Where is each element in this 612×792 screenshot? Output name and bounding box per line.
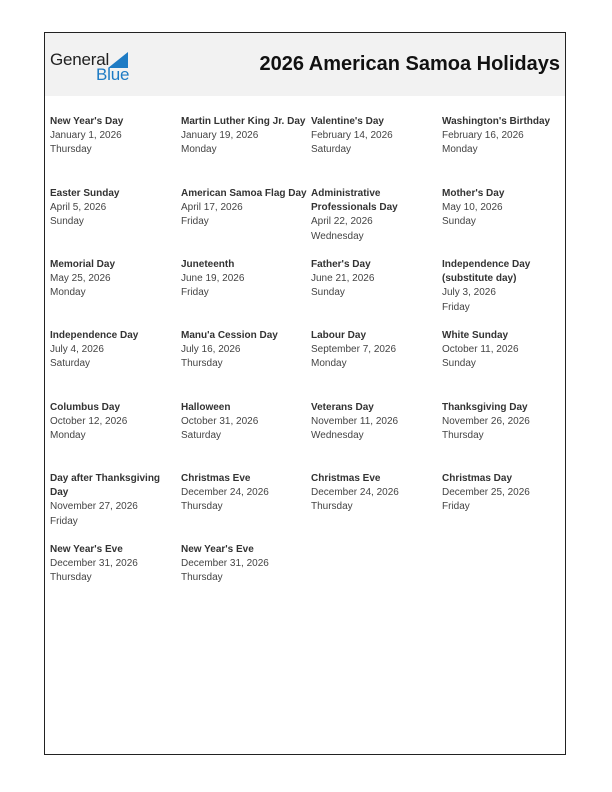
holiday-weekday: Monday <box>50 287 86 299</box>
holiday-item <box>442 258 568 315</box>
holiday-date: October 31, 2026 <box>181 416 259 428</box>
holiday-date: November 11, 2026 <box>311 416 399 428</box>
holiday-date: June 21, 2026 <box>311 273 375 285</box>
holiday-name: New Year's Eve <box>50 544 123 555</box>
logo <box>50 50 140 84</box>
holiday-name: Christmas Day <box>442 473 513 484</box>
holiday-item <box>50 258 176 301</box>
holiday-name: Easter Sunday <box>50 188 120 199</box>
holiday-item <box>311 187 437 244</box>
holiday-date: July 16, 2026 <box>181 344 241 356</box>
holiday-item <box>50 543 176 586</box>
holiday-date: May 10, 2026 <box>442 202 503 214</box>
holiday-date: February 16, 2026 <box>442 130 524 142</box>
holiday-date: December 24, 2026 <box>181 487 269 499</box>
holiday-weekday: Friday <box>442 301 470 313</box>
holiday-date: October 12, 2026 <box>50 416 128 428</box>
holiday-weekday: Monday <box>311 358 347 370</box>
holiday-weekday: Thursday <box>181 572 223 584</box>
holiday-date: January 19, 2026 <box>181 130 259 142</box>
holiday-name: Independence Day (substitute day) <box>442 259 531 285</box>
holiday-name: Father's Day <box>311 259 371 270</box>
holiday-item <box>181 401 307 444</box>
holiday-item <box>181 472 307 515</box>
holiday-weekday: Saturday <box>311 144 352 156</box>
logo-blue-text: Blue <box>96 65 130 84</box>
holiday-weekday: Sunday <box>442 358 476 370</box>
holiday-weekday: Thursday <box>181 501 223 513</box>
holiday-name: Christmas Eve <box>311 473 381 484</box>
holiday-item <box>181 329 307 372</box>
holiday-name: Day after Thanksgiving Day <box>50 473 161 499</box>
holiday-weekday: Saturday <box>50 358 91 370</box>
holiday-item <box>442 329 568 372</box>
holiday-name: Valentine's Day <box>311 116 384 127</box>
holiday-weekday: Wednesday <box>311 230 364 242</box>
holiday-item <box>311 329 437 372</box>
holiday-date: January 1, 2026 <box>50 130 122 142</box>
holiday-item <box>50 472 176 529</box>
holiday-item <box>50 115 176 158</box>
holiday-item <box>181 115 307 158</box>
holiday-weekday: Friday <box>442 501 470 513</box>
page-title: 2026 American Samoa Holidays <box>259 53 560 75</box>
holiday-weekday: Wednesday <box>311 430 364 442</box>
holiday-item <box>442 472 568 515</box>
holiday-name: Washington's Birthday <box>442 116 551 127</box>
holiday-date: September 7, 2026 <box>311 344 397 356</box>
holiday-name: Labour Day <box>311 330 367 341</box>
holiday-date: April 17, 2026 <box>181 202 243 214</box>
holiday-date: June 19, 2026 <box>181 273 245 285</box>
holiday-name: American Samoa Flag Day <box>181 188 307 199</box>
holiday-item <box>181 543 307 586</box>
holiday-weekday: Sunday <box>50 216 84 228</box>
holiday-item <box>50 329 176 372</box>
holiday-name: Administrative Professionals Day <box>311 188 398 214</box>
holiday-weekday: Thursday <box>311 501 353 513</box>
holiday-date: April 5, 2026 <box>50 202 107 214</box>
holiday-weekday: Friday <box>50 515 78 527</box>
header <box>45 33 565 96</box>
holiday-name: Christmas Eve <box>181 473 251 484</box>
holiday-weekday: Thursday <box>442 430 484 442</box>
holiday-name: Juneteenth <box>181 259 235 270</box>
holiday-item <box>181 258 307 301</box>
calendar-page <box>44 32 566 755</box>
holiday-name: Memorial Day <box>50 259 116 270</box>
holiday-weekday: Friday <box>181 287 209 299</box>
holiday-date: December 31, 2026 <box>50 558 138 570</box>
holiday-date: December 31, 2026 <box>181 558 269 570</box>
holiday-weekday: Thursday <box>50 572 92 584</box>
holiday-weekday: Thursday <box>181 358 223 370</box>
holiday-weekday: Saturday <box>181 430 222 442</box>
holiday-name: Independence Day <box>50 330 139 341</box>
holiday-date: July 4, 2026 <box>50 344 104 356</box>
holiday-name: New Year's Eve <box>181 544 254 555</box>
holiday-name: New Year's Day <box>50 116 124 127</box>
holiday-weekday: Sunday <box>311 287 345 299</box>
holiday-date: December 25, 2026 <box>442 487 530 499</box>
holiday-name: Thanksgiving Day <box>442 402 528 413</box>
holiday-date: November 27, 2026 <box>50 501 138 513</box>
holiday-date: February 14, 2026 <box>311 130 393 142</box>
holiday-weekday: Friday <box>181 216 209 228</box>
holiday-weekday: Monday <box>442 144 478 156</box>
holiday-date: July 3, 2026 <box>442 287 496 299</box>
holiday-item <box>50 401 176 444</box>
holiday-name: Mother's Day <box>442 188 505 199</box>
holiday-item <box>311 401 437 444</box>
holiday-weekday: Thursday <box>50 144 92 156</box>
holiday-name: Veterans Day <box>311 402 374 413</box>
holiday-name: White Sunday <box>442 330 509 341</box>
holiday-name: Manu'a Cession Day <box>181 330 278 341</box>
holiday-weekday: Monday <box>181 144 217 156</box>
holiday-item <box>311 115 437 158</box>
holiday-name: Martin Luther King Jr. Day <box>181 116 306 127</box>
holiday-item <box>442 115 568 158</box>
holiday-item <box>181 187 307 230</box>
holiday-name: Halloween <box>181 402 231 413</box>
holiday-date: December 24, 2026 <box>311 487 399 499</box>
holiday-date: May 25, 2026 <box>50 273 111 285</box>
holiday-item <box>442 401 568 444</box>
holiday-name: Columbus Day <box>50 402 121 413</box>
holiday-item <box>311 258 437 301</box>
holiday-weekday: Sunday <box>442 216 476 228</box>
holiday-item <box>311 472 437 515</box>
holiday-date: November 26, 2026 <box>442 416 530 428</box>
logo-general-text: General <box>50 50 110 69</box>
holiday-weekday: Monday <box>50 430 86 442</box>
holiday-date: October 11, 2026 <box>442 344 519 356</box>
holiday-item <box>442 187 568 230</box>
holiday-item <box>50 187 176 230</box>
holiday-date: April 22, 2026 <box>311 216 373 228</box>
